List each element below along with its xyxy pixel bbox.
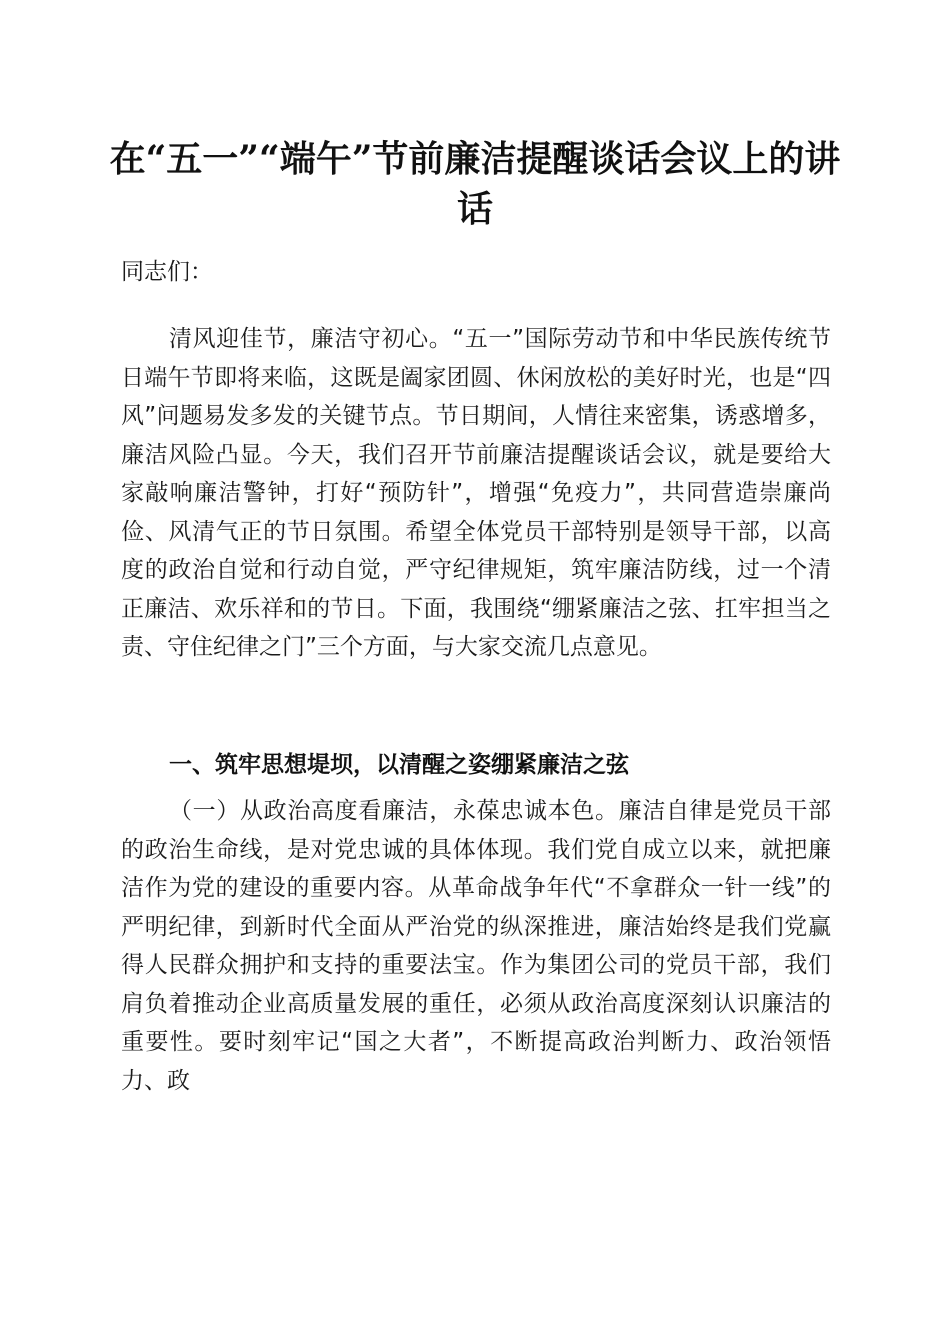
document-title: 在“五一”“端午”节前廉洁提醒谈话会议上的讲话 (109, 138, 841, 230)
intro-paragraph: 清风迎佳节，廉洁守初心。“五一”国际劳动节和中华民族传统节日端午节即将来临，这既是阖家团圆、休闲放松的美好时光，也是“四风”问题易发多发的关键节点。节日期间，人情往来密集，诱惑增多，廉洁风险凸显。今天，我们召开节前廉洁提醒谈话会议，就是要给大家敲响廉洁警钟，打好“预防针”，增强“免疫力”，共同营造崇廉尚俭、风清气正的节日氛围。希望全体党员干部特别是领导干部，以高度的政治自觉和行动自觉，严守纪律规矩，筑牢廉洁防线，过一个清正廉洁、欢乐祥和的节日。下面，我围绕“绷紧廉洁之弦、扛牢担当之责、守住纪律之门”三个方面，与大家交流几点意见。 (121, 326, 831, 660)
salutation: 同志们： (121, 259, 213, 285)
section-heading: 一、筑牢思想堤坝，以清醒之姿绷紧廉洁之弦 (169, 752, 629, 778)
subsection-paragraph: （一）从政治高度看廉洁，永葆忠诚本色。廉洁自律是党员干部的政治生命线，是对党忠诚的具体体现。我们党自成立以来，就把廉洁作为党的建设的重要内容。从革命战争年代“不拿群众一针一线”的严明纪律，到新时代全面从严治党的纵深推进，廉洁始终是我们党赢得人民群众拥护和支持的重要法宝。作为集团公司的党员干部，我们肩负着推动企业高质量发展的重任，必须从政治高度深刻认识廉洁的重要性。要时刻牢记“国之大者”，不断提高政治判断力、政治领悟力、政 (121, 798, 831, 1094)
